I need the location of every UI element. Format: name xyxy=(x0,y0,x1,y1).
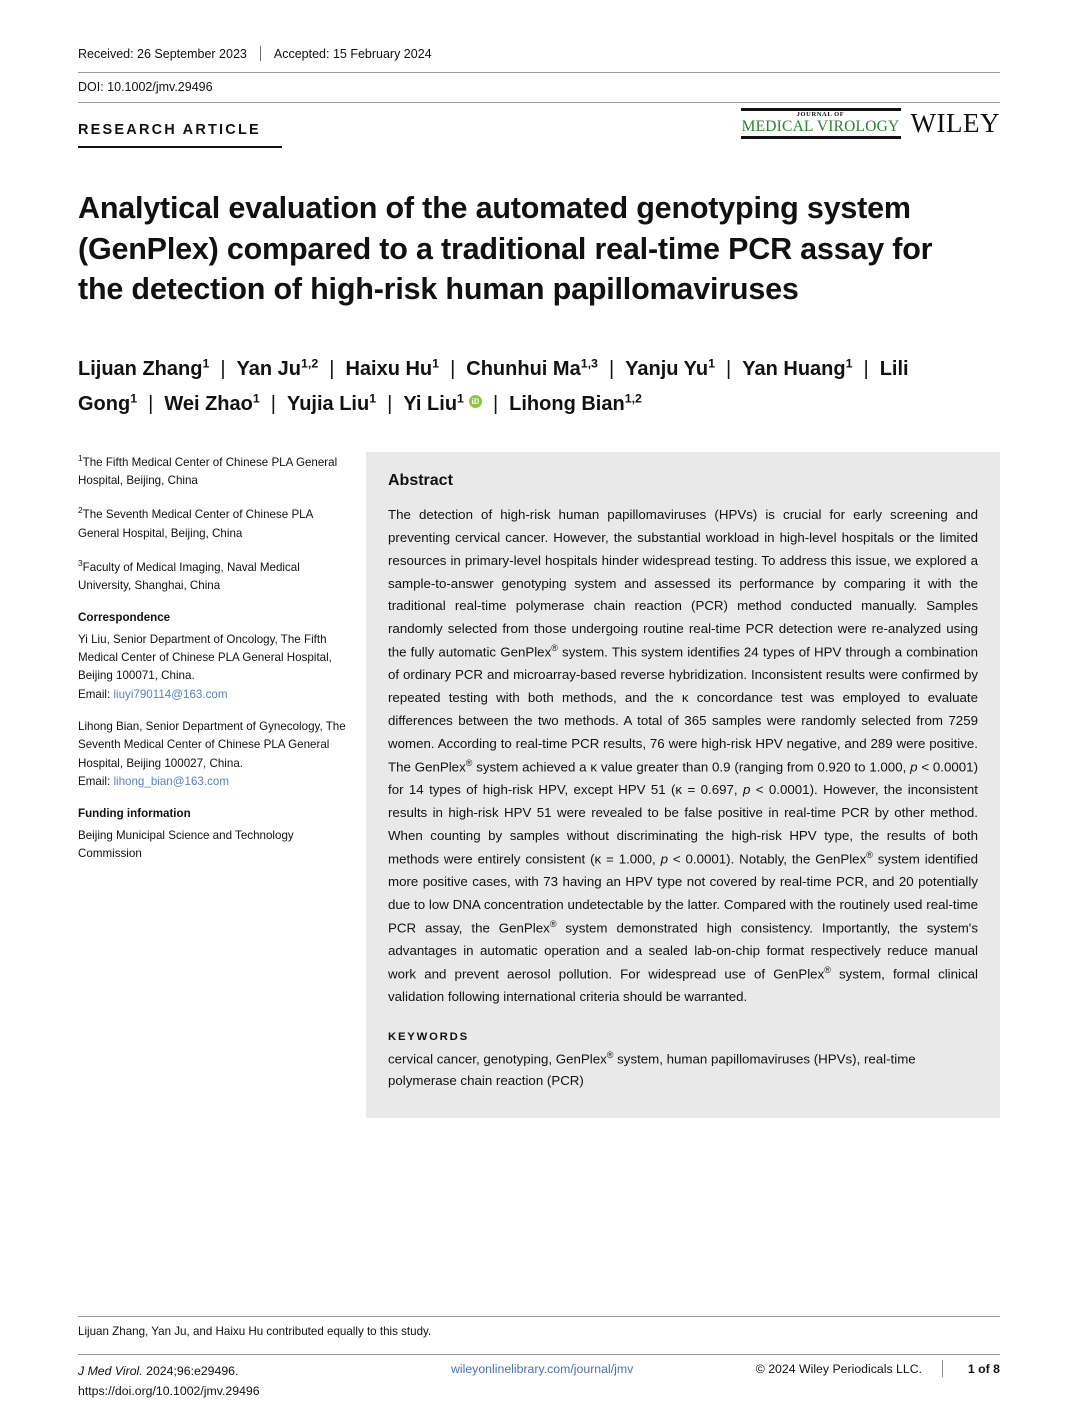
correspondence-item: Yi Liu, Senior Department of Oncology, The Fifth Medical Center of Chinese PLA General Hospital, Beijing 100071, China. Email: liuyi790114@163.com xyxy=(78,632,332,701)
registered-mark: ® xyxy=(824,964,831,975)
author-affiliation-marker: 1 xyxy=(708,356,716,371)
author-name: Wei Zhao$^1$ xyxy=(164,391,260,415)
correspondence-entries xyxy=(78,631,346,792)
correspondence-item: Lihong Bian, Senior Department of Gynecology, The Seventh Medical Center of Chinese PLA General Hospital, Beijing 100027, China. Email: lihong_bian@163.com xyxy=(78,720,346,788)
journal-logo xyxy=(741,108,1000,139)
author-separator: | xyxy=(863,358,869,380)
received-date: Received: 26 September 2023 xyxy=(78,46,247,61)
author-list xyxy=(78,352,988,422)
affiliation-marker: 1 xyxy=(78,453,83,463)
affiliation-marker: 2 xyxy=(78,505,83,516)
author-separator: | xyxy=(726,358,732,380)
journal-logo-line1: JOURNAL OF xyxy=(796,111,845,118)
journal-url-link[interactable]: wileyonlinelibrary.com/journal/jmv xyxy=(451,1362,634,1376)
rule-top-2 xyxy=(78,102,1000,103)
accepted-date: Accepted: 15 February 2024 xyxy=(273,46,432,61)
abstract-box xyxy=(366,452,1000,1118)
citation-doi-url: https://doi.org/10.1002/jmv.29496 xyxy=(78,1383,260,1398)
footer-divider xyxy=(942,1360,943,1377)
italic-variable: p xyxy=(910,759,918,775)
funding-text: Beijing Municipal Science and Technology Commission xyxy=(78,828,294,860)
author-separator: | xyxy=(148,393,154,415)
affiliation-item: $^1$The Fifth Medical Center of Chinese PLA General Hospital, Beijing, China xyxy=(78,453,338,488)
registered-mark: ® xyxy=(866,849,873,860)
journal-logo-line2: MEDICAL VIROLOGY xyxy=(741,117,900,135)
author-name: Chunhui Ma$^{1,3}$ xyxy=(466,356,598,380)
author-affiliation-marker: 1 xyxy=(369,391,377,406)
rule-footer xyxy=(78,1354,1000,1355)
funding-heading: Funding information xyxy=(78,807,191,821)
correspondence-email-link[interactable]: lihong_bian@163.com xyxy=(113,774,229,788)
author-separator: | xyxy=(492,393,499,415)
affiliation-item: $^3$Faculty of Medical Imaging, Naval Medical University, Shanghai, China xyxy=(78,557,300,593)
journal-abbrev: J Med Virol. xyxy=(78,1364,143,1378)
author-separator: | xyxy=(329,358,335,380)
author-name: Lijuan Zhang$^1$ xyxy=(78,356,210,380)
article-type-label: RESEARCH ARTICLE xyxy=(78,122,261,138)
publisher-wordmark: WILEY xyxy=(910,108,1000,139)
author-separator: | xyxy=(387,393,393,415)
author-affiliation-marker: 1 xyxy=(845,356,853,371)
journal-title-mark xyxy=(741,108,901,139)
registered-mark: ® xyxy=(606,1050,614,1061)
page-title: Analytical evaluation of the automated genotyping system (GenPlex) compared to a traditional real-time PCR assay for the detection of high-risk human papillomaviruses xyxy=(78,191,933,307)
italic-variable: p xyxy=(742,782,751,798)
citation-volume: 2024;96:e29496. xyxy=(142,1364,239,1378)
abstract-heading: Abstract xyxy=(388,472,453,489)
correspondence-email-link[interactable]: liuyi790114@163.com xyxy=(113,687,228,701)
author-affiliation-marker: 1,2 xyxy=(301,356,319,371)
author-affiliation-marker: 1,2 xyxy=(624,391,642,406)
author-name: Yanju Yu$^1$ xyxy=(625,356,716,380)
citation-block xyxy=(78,1362,260,1402)
author-separator: | xyxy=(220,358,226,380)
funding-block xyxy=(78,805,346,863)
page-number: 1 of 8 xyxy=(967,1362,1000,1376)
affiliations-and-correspondence xyxy=(78,452,346,876)
registered-mark: ® xyxy=(465,757,473,768)
author-name: Lihong Bian$^{1,2}$ xyxy=(509,391,642,415)
correspondence-block xyxy=(78,609,346,791)
divider xyxy=(260,46,261,61)
author-affiliation-marker: 1 xyxy=(202,356,210,371)
rule-top xyxy=(78,72,1000,73)
orcid-icon[interactable] xyxy=(469,395,482,408)
author-name: Yi Liu$^1$ xyxy=(403,391,464,415)
author-affiliation-marker: 1 xyxy=(130,391,138,406)
author-affiliation-marker: 1 xyxy=(457,391,464,406)
copyright-text: © 2024 Wiley Periodicals LLC. xyxy=(755,1362,922,1376)
keywords-text: cervical cancer, genotyping, GenPlex® system, human papillomaviruses (HPVs), real-time polymerase chain reaction (PCR) xyxy=(388,1050,916,1088)
italic-variable: p xyxy=(660,851,668,867)
registered-mark: ® xyxy=(551,643,558,654)
registered-mark: ® xyxy=(549,918,557,929)
affiliation-item: $^2$The Seventh Medical Center of Chinese PLA General Hospital, Beijing, China xyxy=(78,505,313,540)
citation-line-1 xyxy=(78,1362,260,1382)
received-accepted-line xyxy=(78,46,1000,61)
doi-line: DOI: 10.1002/jmv.29496 xyxy=(78,80,213,94)
keywords-heading: KEYWORDS xyxy=(388,1031,469,1044)
author-separator: | xyxy=(270,393,276,415)
rule-footnote xyxy=(78,1316,1000,1317)
article-type-underline xyxy=(78,146,282,148)
affiliation-list xyxy=(78,452,346,595)
abstract-text: The detection of high-risk human papillomaviruses (HPVs) is crucial for early screening and preventing cervical cancer. However, the substantial workload in high-level hospitals or the limited resources in primary-level hospitals hinder widespread testing. To address this issue, we explored a sample-to-answer genotyping system and assessed its performance by comparing it with the traditional real-time polymerase chain reaction (PCR) method conducted manually. Samples randomly selected from those undergoing routine real-time PCR detection were re-analyzed using the fully automatic GenPlex® system. This system identifies 24 types of HPV through a combination of ordinary PCR and microarray-based reverse hybridization. Inconsistent results were confirmed by repeated testing with both methods, and the κ concordance test was employed to evaluate differences between the two methods. A total of 365 samples were randomly selected from 7259 women. According to real-time PCR results, 76 were high-risk HPV negative, and 289 were positive. The GenPlex® system achieved a κ value greater than 0.9 (ranging from 0.920 to 1.000, p < 0.0001) for 14 types of high-risk HPV, except HPV 51 (κ = 0.697, p < 0.0001). However, the inconsistent results in high-risk HPV 51 were revealed to be false positive in real-time PCR by other method. When counting by samples without discriminating the high-risk HPV type, the results of both methods were entirely consistent (κ = 1.000, p < 0.0001). Notably, the GenPlex® system identified more positive cases, with 73 having an HPV type not covered by real-time PCR, and 20 potentially due to low DNA concentration undetectable by the latter. Compared with the routinely used real-time PCR assay, the GenPlex® system demonstrated high consistency. Importantly, the system's advantages in automatic operation and a sealed lab-on-chip format respectively reduce manual work and prevent aerosol pollution. For widespread use of GenPlex® system, formal clinical validation following international criteria should be warranted. xyxy=(388,507,978,1005)
author-name: Yan Ju$^{1,2}$ xyxy=(236,356,319,380)
author-name: Lili Gong$^1$ xyxy=(78,358,909,415)
correspondence-heading: Correspondence xyxy=(78,611,171,625)
affiliation-marker: 3 xyxy=(78,557,83,568)
author-name: Yujia Liu$^1$ xyxy=(286,391,377,415)
author-affiliation-marker: 1 xyxy=(432,356,440,371)
author-affiliation-marker: 1 xyxy=(252,391,260,406)
author-name: Haixu Hu$^1$ xyxy=(345,356,440,380)
author-name: Yan Huang$^1$ xyxy=(742,356,853,380)
author-separator: | xyxy=(450,358,456,380)
author-separator: | xyxy=(608,358,615,380)
equal-contribution-note: Lijuan Zhang, Yan Ju, and Haixu Hu contributed equally to this study. xyxy=(78,1325,432,1338)
author-affiliation-marker: 1,3 xyxy=(580,356,598,371)
